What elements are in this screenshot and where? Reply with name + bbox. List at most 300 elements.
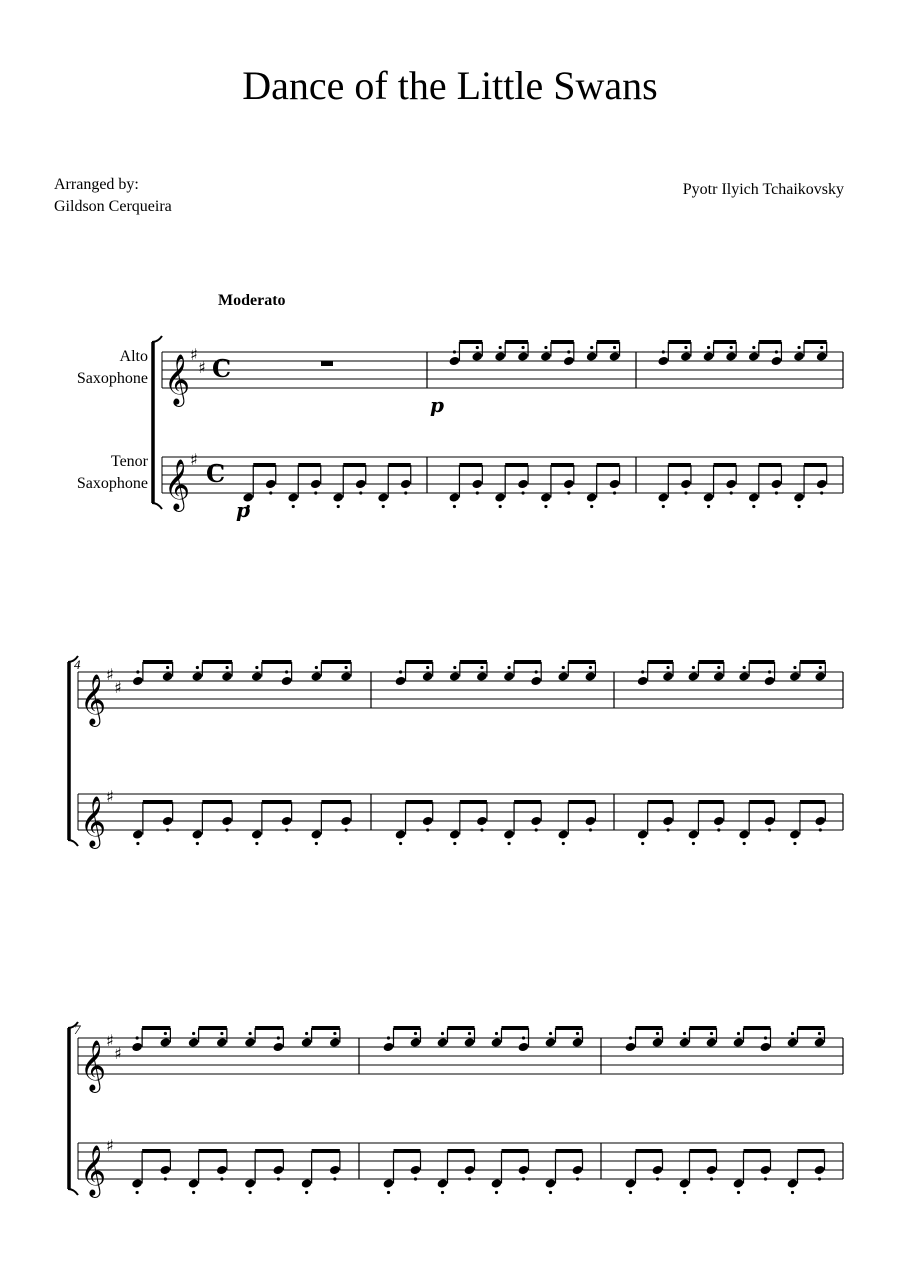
note-head <box>188 1037 200 1048</box>
staccato-dot <box>793 666 796 669</box>
staccato-dot <box>562 842 565 845</box>
staccato-dot <box>166 666 169 669</box>
staccato-dot <box>382 505 385 508</box>
staccato-dot <box>249 1032 252 1035</box>
staccato-dot <box>656 1032 659 1035</box>
note-head <box>706 1037 718 1048</box>
note-head <box>657 492 669 503</box>
staccato-dot <box>333 1177 336 1180</box>
note-head <box>449 671 461 682</box>
composer-credit: Pyotr Ilyich Tchaikovsky <box>682 181 844 198</box>
staccato-dot <box>818 1177 821 1180</box>
staccato-dot <box>136 670 139 673</box>
note-head <box>244 1037 256 1048</box>
note-head <box>491 1037 503 1048</box>
note-head <box>188 1178 200 1189</box>
staccato-dot <box>819 828 822 831</box>
staccato-dot <box>743 842 746 845</box>
note-head <box>764 676 776 687</box>
note-head <box>471 351 483 362</box>
note-head <box>687 671 699 682</box>
note-head <box>281 676 293 687</box>
note-head <box>793 351 805 362</box>
note-head <box>584 816 596 827</box>
note-head <box>395 676 407 687</box>
note-head <box>680 351 692 362</box>
note-head <box>159 1037 171 1048</box>
note-head <box>377 492 389 503</box>
sharp-icon: ♯ <box>198 358 206 377</box>
note-head <box>557 671 569 682</box>
staccato-dot <box>192 1032 195 1035</box>
note-head <box>310 829 322 840</box>
staccato-dot <box>535 670 538 673</box>
sharp-icon: ♯ <box>114 1044 122 1063</box>
staccato-dot <box>522 1036 525 1039</box>
staccato-dot <box>499 346 502 349</box>
note-head <box>770 479 782 490</box>
staccato-dot <box>305 1032 308 1035</box>
sharp-icon: ♯ <box>114 678 122 697</box>
staccato-dot <box>641 842 644 845</box>
staccato-dot <box>730 491 733 494</box>
note-head <box>793 492 805 503</box>
note-head <box>748 492 760 503</box>
note-head <box>652 1165 664 1176</box>
note-head <box>662 671 674 682</box>
note-head <box>503 671 515 682</box>
staccato-dot <box>476 491 479 494</box>
staccato-dot <box>576 1032 579 1035</box>
staccato-dot <box>136 1191 139 1194</box>
staccato-dot <box>819 666 822 669</box>
note-head <box>301 1178 313 1189</box>
staccato-dot <box>522 1177 525 1180</box>
staccato-dot <box>613 491 616 494</box>
staccato-dot <box>818 1032 821 1035</box>
staccato-dot <box>220 1032 223 1035</box>
staccato-dot <box>613 346 616 349</box>
staccato-dot <box>292 505 295 508</box>
staccato-dot <box>535 828 538 831</box>
staccato-dot <box>683 1032 686 1035</box>
staccato-dot <box>196 842 199 845</box>
staccato-dot <box>507 666 510 669</box>
note-head <box>572 1037 584 1048</box>
staccato-dot <box>662 350 665 353</box>
staccato-dot <box>495 1032 498 1035</box>
note-head <box>301 1037 313 1048</box>
sharp-icon: ♯ <box>190 450 198 469</box>
sharp-icon: ♯ <box>190 345 198 364</box>
staccato-dot <box>476 346 479 349</box>
note-head <box>437 1178 449 1189</box>
staccato-dot <box>707 505 710 508</box>
staccato-dot <box>226 666 229 669</box>
staccato-dot <box>768 670 771 673</box>
staccato-dot <box>495 1191 498 1194</box>
staccato-dot <box>414 1177 417 1180</box>
staccato-dot <box>549 1032 552 1035</box>
staccato-dot <box>692 842 695 845</box>
staccato-dot <box>387 1036 390 1039</box>
staccato-dot <box>453 350 456 353</box>
staccato-dot <box>521 346 524 349</box>
staccato-dot <box>764 1036 767 1039</box>
staccato-dot <box>589 666 592 669</box>
sharp-icon: ♯ <box>106 1031 114 1050</box>
note-head <box>787 1178 799 1189</box>
note-head <box>713 671 725 682</box>
note-head <box>545 1037 557 1048</box>
note-head <box>770 356 782 367</box>
note-head <box>518 1042 530 1053</box>
note-head <box>310 479 322 490</box>
staccato-dot <box>791 1191 794 1194</box>
note-head <box>265 479 277 490</box>
measure-number-4: 4 <box>74 657 81 672</box>
staccato-dot <box>797 505 800 508</box>
note-head <box>476 671 488 682</box>
note-head <box>383 1178 395 1189</box>
staccato-dot <box>629 1191 632 1194</box>
bracket-hook-bottom <box>152 503 162 509</box>
staccato-dot <box>567 350 570 353</box>
note-head <box>410 1165 422 1176</box>
staccato-dot <box>590 346 593 349</box>
staccato-dot <box>136 1036 139 1039</box>
note-head <box>609 479 621 490</box>
staccato-dot <box>269 491 272 494</box>
arranger-name: Gildson Cerqueira <box>54 198 172 215</box>
staccato-dot <box>315 842 318 845</box>
arranger-label: Arranged by: <box>54 176 139 193</box>
staccato-dot <box>277 1036 280 1039</box>
staccato-dot <box>684 491 687 494</box>
note-head <box>410 1037 422 1048</box>
bracket-hook-bottom <box>68 840 78 846</box>
note-head <box>816 351 828 362</box>
note-head <box>557 829 569 840</box>
time-signature: C <box>206 459 226 488</box>
note-head <box>476 816 488 827</box>
note-head <box>162 816 174 827</box>
note-head <box>530 676 542 687</box>
note-head <box>687 829 699 840</box>
staccato-dot <box>707 346 710 349</box>
staccato-dot <box>544 505 547 508</box>
staccato-dot <box>797 346 800 349</box>
note-head <box>272 1042 284 1053</box>
staccato-dot <box>305 1191 308 1194</box>
note-head <box>787 1037 799 1048</box>
staccato-dot <box>345 828 348 831</box>
staccato-dot <box>791 1032 794 1035</box>
staccato-dot <box>337 505 340 508</box>
note-head <box>680 479 692 490</box>
note-head <box>191 671 203 682</box>
staccato-dot <box>426 666 429 669</box>
dynamic-marking: p <box>430 393 444 417</box>
note-head <box>625 1042 637 1053</box>
note-head <box>244 1178 256 1189</box>
staccato-dot <box>730 346 733 349</box>
note-head <box>159 1165 171 1176</box>
staccato-dot <box>164 1032 167 1035</box>
note-head <box>251 671 263 682</box>
staccato-dot <box>641 670 644 673</box>
staccato-dot <box>255 842 258 845</box>
note-head <box>221 671 233 682</box>
staccato-dot <box>226 828 229 831</box>
staccato-dot <box>480 828 483 831</box>
staccato-dot <box>768 828 771 831</box>
note-head <box>725 351 737 362</box>
note-head <box>545 1178 557 1189</box>
note-head <box>132 676 144 687</box>
staccato-dot <box>752 346 755 349</box>
staccato-dot <box>359 491 362 494</box>
note-head <box>221 816 233 827</box>
note-head <box>395 829 407 840</box>
staccato-dot <box>717 666 720 669</box>
staccato-dot <box>549 1191 552 1194</box>
measure-number-7: 7 <box>74 1022 81 1037</box>
note-head <box>494 351 506 362</box>
dynamic-marking: p <box>236 498 250 522</box>
staccato-dot <box>387 1191 390 1194</box>
note-head <box>586 492 598 503</box>
staccato-dot <box>285 828 288 831</box>
tenor-sax-label: Tenor Saxophone <box>76 453 148 492</box>
note-head <box>449 829 461 840</box>
sharp-icon: ♯ <box>106 1136 114 1155</box>
treble-clef-icon: 𝄞 <box>164 354 191 405</box>
note-head <box>448 356 460 367</box>
note-head <box>760 1165 772 1176</box>
staccato-dot <box>414 1032 417 1035</box>
staccato-dot <box>710 1177 713 1180</box>
note-head <box>471 479 483 490</box>
staccato-dot <box>743 666 746 669</box>
note-head <box>503 829 515 840</box>
staccato-dot <box>255 666 258 669</box>
whole-rest <box>321 361 333 366</box>
staccato-dot <box>692 666 695 669</box>
note-head <box>637 829 649 840</box>
note-head <box>703 351 715 362</box>
staccato-dot <box>164 1177 167 1180</box>
staccato-dot <box>775 350 778 353</box>
staccato-dot <box>285 670 288 673</box>
staccato-dot <box>404 491 407 494</box>
note-head <box>310 671 322 682</box>
staccato-dot <box>764 1177 767 1180</box>
staccato-dot <box>220 1177 223 1180</box>
note-head <box>437 1037 449 1048</box>
staccato-dot <box>666 828 669 831</box>
note-head <box>814 1165 826 1176</box>
staccato-dot <box>820 346 823 349</box>
note-head <box>383 1042 395 1053</box>
note-head <box>625 1178 637 1189</box>
staccato-dot <box>589 828 592 831</box>
note-head <box>760 1042 772 1053</box>
note-head <box>725 479 737 490</box>
note-head <box>355 479 367 490</box>
staccato-dot <box>453 666 456 669</box>
bracket-hook-top <box>152 336 162 342</box>
staccato-dot <box>562 666 565 669</box>
note-head <box>789 671 801 682</box>
staccato-dot <box>820 491 823 494</box>
note-head <box>584 671 596 682</box>
note-head <box>652 1037 664 1048</box>
treble-clef-icon: 𝄞 <box>80 674 107 725</box>
staccato-dot <box>656 1177 659 1180</box>
staccato-dot <box>453 842 456 845</box>
staccato-dot <box>521 491 524 494</box>
staccato-dot <box>468 1177 471 1180</box>
note-head <box>191 829 203 840</box>
note-head <box>703 492 715 503</box>
staccato-dot <box>314 491 317 494</box>
treble-clef-icon: 𝄞 <box>80 1145 107 1196</box>
note-head <box>162 671 174 682</box>
note-head <box>464 1037 476 1048</box>
note-head <box>563 356 575 367</box>
note-head <box>251 829 263 840</box>
staccato-dot <box>507 842 510 845</box>
staccato-dot <box>277 1177 280 1180</box>
staccato-dot <box>629 1036 632 1039</box>
note-head <box>517 351 529 362</box>
staccato-dot <box>136 842 139 845</box>
treble-clef-icon: 𝄞 <box>80 1040 107 1091</box>
staccato-dot <box>192 1191 195 1194</box>
note-head <box>586 351 598 362</box>
note-head <box>287 492 299 503</box>
treble-clef-icon: 𝄞 <box>164 459 191 510</box>
note-head <box>340 671 352 682</box>
bracket-hook-top <box>68 656 78 662</box>
note-head <box>216 1037 228 1048</box>
sharp-icon: ♯ <box>106 665 114 684</box>
treble-clef-icon: 𝄞 <box>80 796 107 847</box>
note-head <box>332 492 344 503</box>
note-head <box>131 1042 143 1053</box>
staccato-dot <box>399 670 402 673</box>
note-head <box>738 829 750 840</box>
note-head <box>329 1165 341 1176</box>
note-head <box>679 1178 691 1189</box>
staccato-dot <box>544 346 547 349</box>
staccato-dot <box>441 1032 444 1035</box>
note-head <box>494 492 506 503</box>
note-head <box>132 829 144 840</box>
note-head <box>706 1165 718 1176</box>
note-head <box>713 816 725 827</box>
staccato-dot <box>453 505 456 508</box>
staccato-dot <box>441 1191 444 1194</box>
note-head <box>816 479 828 490</box>
staccato-dot <box>662 505 665 508</box>
staccato-dot <box>793 842 796 845</box>
note-head <box>422 671 434 682</box>
staccato-dot <box>399 842 402 845</box>
staccato-dot <box>567 491 570 494</box>
staccato-dot <box>166 828 169 831</box>
staccato-dot <box>717 828 720 831</box>
staccato-dot <box>683 1191 686 1194</box>
staccato-dot <box>468 1032 471 1035</box>
note-head <box>609 351 621 362</box>
note-head <box>464 1165 476 1176</box>
note-head <box>789 829 801 840</box>
staccato-dot <box>196 666 199 669</box>
bracket-hook-top <box>68 1022 78 1028</box>
staccato-dot <box>426 828 429 831</box>
note-head <box>637 676 649 687</box>
staccato-dot <box>737 1032 740 1035</box>
note-head <box>281 816 293 827</box>
note-head <box>814 1037 826 1048</box>
note-head <box>540 492 552 503</box>
staccato-dot <box>590 505 593 508</box>
staccato-dot <box>752 505 755 508</box>
bracket-hook-bottom <box>68 1189 78 1195</box>
score-title: Dance of the Little Swans <box>242 63 658 108</box>
note-head <box>540 351 552 362</box>
staccato-dot <box>480 666 483 669</box>
note-head <box>657 356 669 367</box>
note-head <box>131 1178 143 1189</box>
note-head <box>738 671 750 682</box>
staccato-dot <box>315 666 318 669</box>
note-head <box>733 1178 745 1189</box>
staccato-dot <box>684 346 687 349</box>
staccato-dot <box>775 491 778 494</box>
staccato-dot <box>249 1191 252 1194</box>
note-head <box>340 816 352 827</box>
note-head <box>216 1165 228 1176</box>
note-head <box>679 1037 691 1048</box>
note-head <box>662 816 674 827</box>
note-head <box>764 816 776 827</box>
tempo-marking: Moderato <box>218 292 286 309</box>
note-head <box>517 479 529 490</box>
staccato-dot <box>499 505 502 508</box>
note-head <box>400 479 412 490</box>
note-head <box>572 1165 584 1176</box>
note-head <box>491 1178 503 1189</box>
note-head <box>422 816 434 827</box>
staccato-dot <box>710 1032 713 1035</box>
staccato-dot <box>666 666 669 669</box>
alto-sax-label: Alto Saxophone <box>76 348 148 387</box>
staccato-dot <box>576 1177 579 1180</box>
note-head <box>329 1037 341 1048</box>
note-head <box>748 351 760 362</box>
time-signature: C <box>212 354 232 383</box>
note-head <box>518 1165 530 1176</box>
staccato-dot <box>737 1191 740 1194</box>
staccato-dot <box>345 666 348 669</box>
note-head <box>530 816 542 827</box>
note-head <box>814 671 826 682</box>
note-head <box>563 479 575 490</box>
note-head <box>733 1037 745 1048</box>
